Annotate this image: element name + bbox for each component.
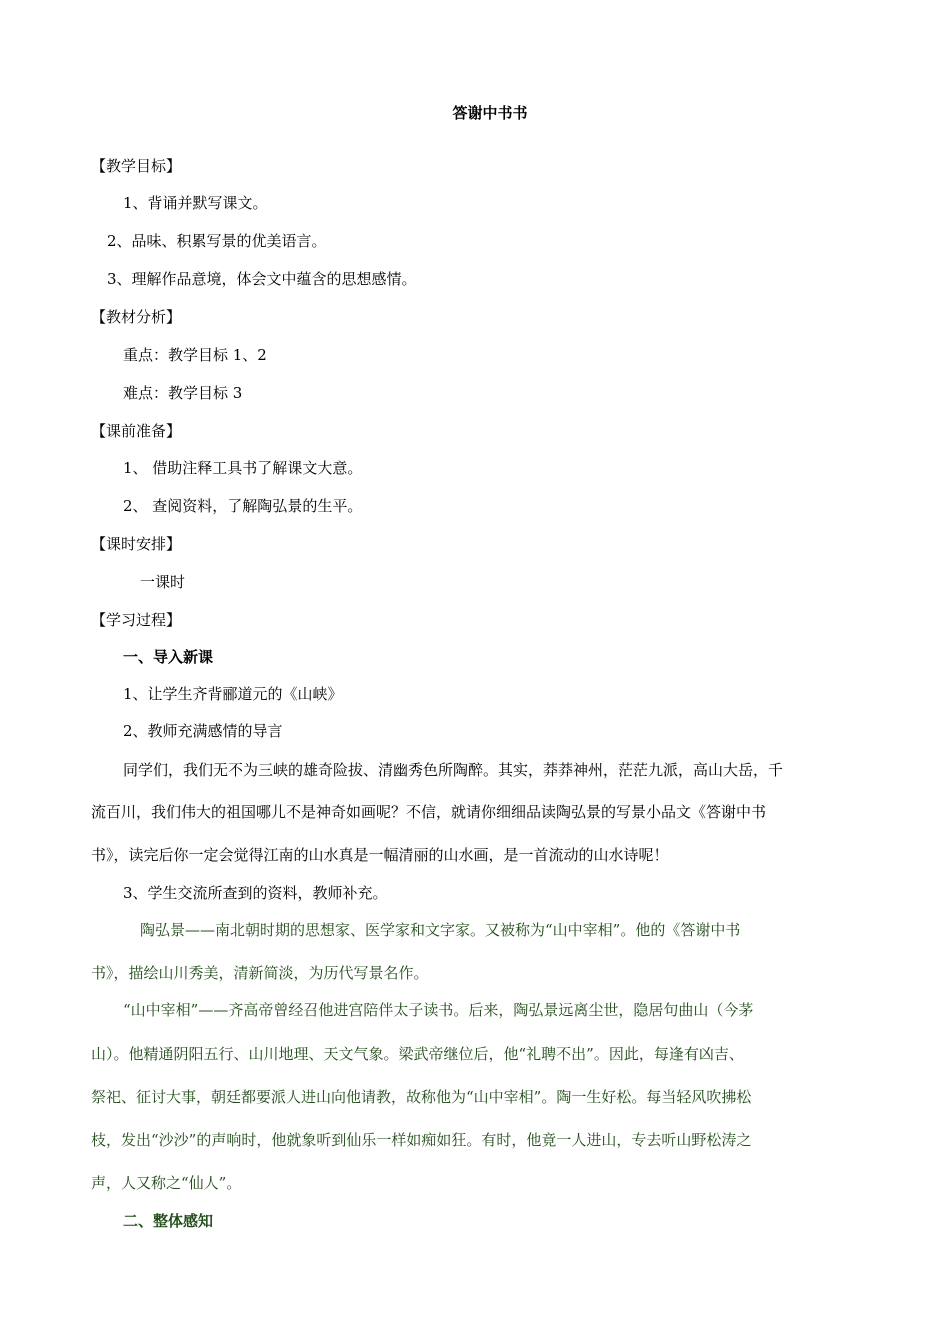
schedule-text: 一课时 — [140, 573, 186, 591]
section-heading-goals: 【教学目标】 — [91, 157, 182, 175]
part1-item-1: 1、让学生齐背郦道元的《山峡》 — [123, 685, 343, 703]
bio2-line-5: 声，人又称之“仙人”。 — [91, 1174, 242, 1192]
key-point: 重点：教学目标 1、2 — [123, 346, 267, 364]
part1-item-3: 3、学生交流所查到的资料，教师补充。 — [123, 884, 388, 902]
intro-line-3: 书》，读完后你一定会觉得江南的山水真是一幅清丽的山水画，是一首流动的山水诗呢！ — [91, 846, 669, 864]
bio1-line-2: 书》，描绘山川秀美，清新简淡，为历代写景名作。 — [91, 964, 429, 982]
goal-item-3: 3、理解作品意境，体会文中蕴含的思想感情。 — [107, 270, 417, 288]
goal-item-2: 2、品味、积累写景的优美语言。 — [107, 232, 327, 250]
intro-line-1: 同学们，我们无不为三峡的雄奇险拔、清幽秀色所陶醉。其实，莽莽神州，茫茫九派，高山大岳，千 — [123, 761, 784, 779]
intro-line-2: 流百川，我们伟大的祖国哪儿不是神奇如画呢？不信，就请你细细品读陶弘景的写景小品文《答谢中书 — [91, 803, 767, 821]
bio2-line-2: 山）。他精通阴阳五行、山川地理、天文气象。梁武帝继位后，他“礼聘不出”。因此，每逢有凶吉、 — [91, 1045, 744, 1063]
section-heading-schedule: 【课时安排】 — [91, 535, 182, 553]
part1-item-2: 2、教师充满感情的导言 — [123, 722, 283, 740]
page-title: 答谢中书书 — [452, 104, 528, 122]
bio2-line-3: 祭祀、征讨大事，朝廷都要派人进山向他请教，故称他为“山中宰相”。陶一生好松。每当轻风吹拂松 — [91, 1088, 752, 1106]
section-heading-process: 【学习过程】 — [91, 611, 182, 629]
section-heading-prep: 【课前准备】 — [91, 422, 182, 440]
bio2-line-1: “山中宰相”——齐高帝曾经召他进宫陪伴太子读书。后来，陶弘景远离尘世，隐居句曲山（今茅 — [123, 1001, 754, 1019]
bio1-line-1: 陶弘景——南北朝时期的思想家、医学家和文字家。又被称为“山中宰相”。他的《答谢中书 — [140, 921, 741, 939]
part2-heading: 二、整体感知 — [123, 1212, 214, 1230]
prep-item-1: 1、 借助注释工具书了解课文大意。 — [123, 459, 363, 477]
bio2-line-4: 枝，发出“沙沙”的声响时，他就象听到仙乐一样如痴如狂。有时，他竟一人进山，专去听山野松涛之 — [91, 1131, 752, 1149]
part1-heading: 一、导入新课 — [123, 648, 214, 666]
goal-item-1: 1、背诵并默写课文。 — [123, 194, 268, 212]
prep-item-2: 2、 查阅资料，了解陶弘景的生平。 — [123, 497, 363, 515]
section-heading-analysis: 【教材分析】 — [91, 308, 182, 326]
difficulty-point: 难点：教学目标 3 — [123, 384, 243, 402]
